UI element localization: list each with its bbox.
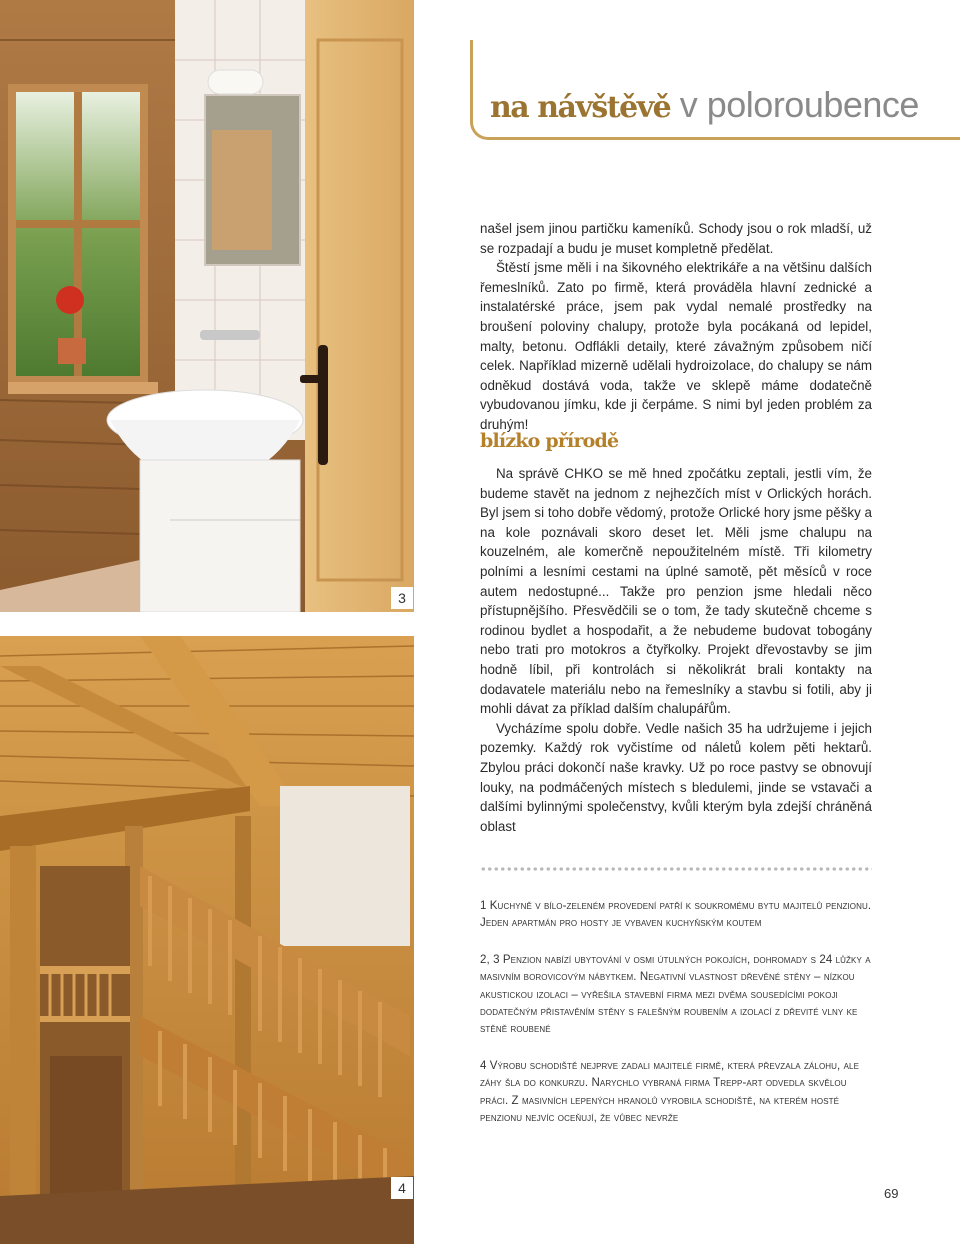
staircase-photo bbox=[0, 636, 414, 1244]
bathroom-illustration bbox=[0, 0, 414, 612]
bathroom-photo bbox=[0, 0, 414, 612]
caption-4: 4 Výrobu schodiště nejprve zadali majitelé firmě, která převzala zálohu, ale záhy šla do konkurzu. Narychlo vybraná firma Trepp-art odvedla skvělou práci. Z masivních lepených hranolů vyrobila schodiště, na kterém hosté penzionu nejvíc oceňují, že vůbec nevrže bbox=[480, 1059, 860, 1125]
page-header bbox=[490, 84, 919, 126]
photo-number-3: 3 bbox=[391, 587, 413, 609]
paragraph: našel jsem jinou partičku kameníků. Schody jsou o rok mladší, už se rozpadají a budu je muset kompletně předělat. bbox=[480, 221, 872, 256]
photo-captions bbox=[480, 898, 872, 1146]
caption-1: 1 Kuchyně v bílo-zeleném provedení patří k soukromému bytu majitelů penzionu. Jeden apartmán pro hosty je vybaven kuchyňským koutem bbox=[480, 900, 872, 930]
header-title-light: v poloroubence bbox=[679, 84, 919, 125]
staircase-illustration bbox=[0, 636, 414, 1244]
paragraph: Vycházíme spolu dobře. Vedle našich 35 ha udržujeme i jejich pozemky. Každý rok vyčistíme od náletů kolem pěti hektarů. Zbylou práci dokončí naše kravky. Už po roce pastvy se obnovují louky, na podmáčených místech s bledulemi, jinde se vstavači a dalšími bylinnými společenstvy, kvůli kterým byla zdejší chráněná oblast bbox=[480, 720, 872, 834]
section-heading: blízko přírodě bbox=[480, 430, 619, 452]
paragraph: Na správě CHKO se mě hned zpočátku zeptali, jestli vím, že budeme stavět na jednom z nejhezčích míst v Orlických horách. Byl jsem si toho dobře vědomý, protože Orlické hory jsme pěšky a na kole poznávali skoro deset let. Měli jsme chalupu na kouzelném, ale komerčně nepoužitelném místě. Tři kilometry polními a lesními cestami na úplné samotě, pět měsíců v roce autem nedostupné... Takže pro penzion jsme hledali něco přístupnějšího. Přesvědčili se o tom, že tady skutečně chceme s rodinou bydlet a hospodařit, a že nebudeme budovat tobogány nebo trati pro motokros a čtyřkolky. Projekt dřevostavby se jim hodně líbil, při kontrolách si několikrát brali kontakty na dodavatele materiálu nebo na řemeslníky a stavbu si fotili, aby ji mohli dávat za příklad dalším chalupářům. bbox=[480, 466, 872, 717]
caption-2-3: 2, 3 Penzion nabízí ubytování v osmi útulných pokojích, dohromady s 24 lůžky a masivním borovicovým nábytkem. Negativní vlastnost dřevěné stěny – nízkou akustickou izolaci – vyřešila stavební firma mezi dvěma sousedícími pokoji dodatečným přistavěním stěny s falešným roubením a izolací z dřevité vlny ke stěně roubené bbox=[480, 953, 871, 1036]
dotted-separator bbox=[480, 866, 872, 872]
photo-number-4: 4 bbox=[391, 1177, 413, 1199]
section-text bbox=[480, 464, 872, 836]
page-number: 69 bbox=[884, 1186, 899, 1201]
header-title-bold: na návštěvě bbox=[490, 90, 671, 125]
paragraph: Štěstí jsme měli i na šikovného elektrikáře a na většinu dalších řemeslníků. Zato po firmě, která prováděla hlavní zednické a instalatérské práce, jsem pak vydal nemalé prostředky na broušení poloviny chalupy, protože byla pocákaná od lepidel, malty, betonu. Odflákli detaily, které závažným způsobem ničí celek. Například mizerně udělali hydroizolace, do chalupy se nám odněkud dostává voda, takže ve sklepě máme dodatečně vybudovanou jímku, kde ji čerpáme. S nimi byl jeden problém za druhým! bbox=[480, 260, 872, 432]
intro-text bbox=[480, 219, 872, 435]
